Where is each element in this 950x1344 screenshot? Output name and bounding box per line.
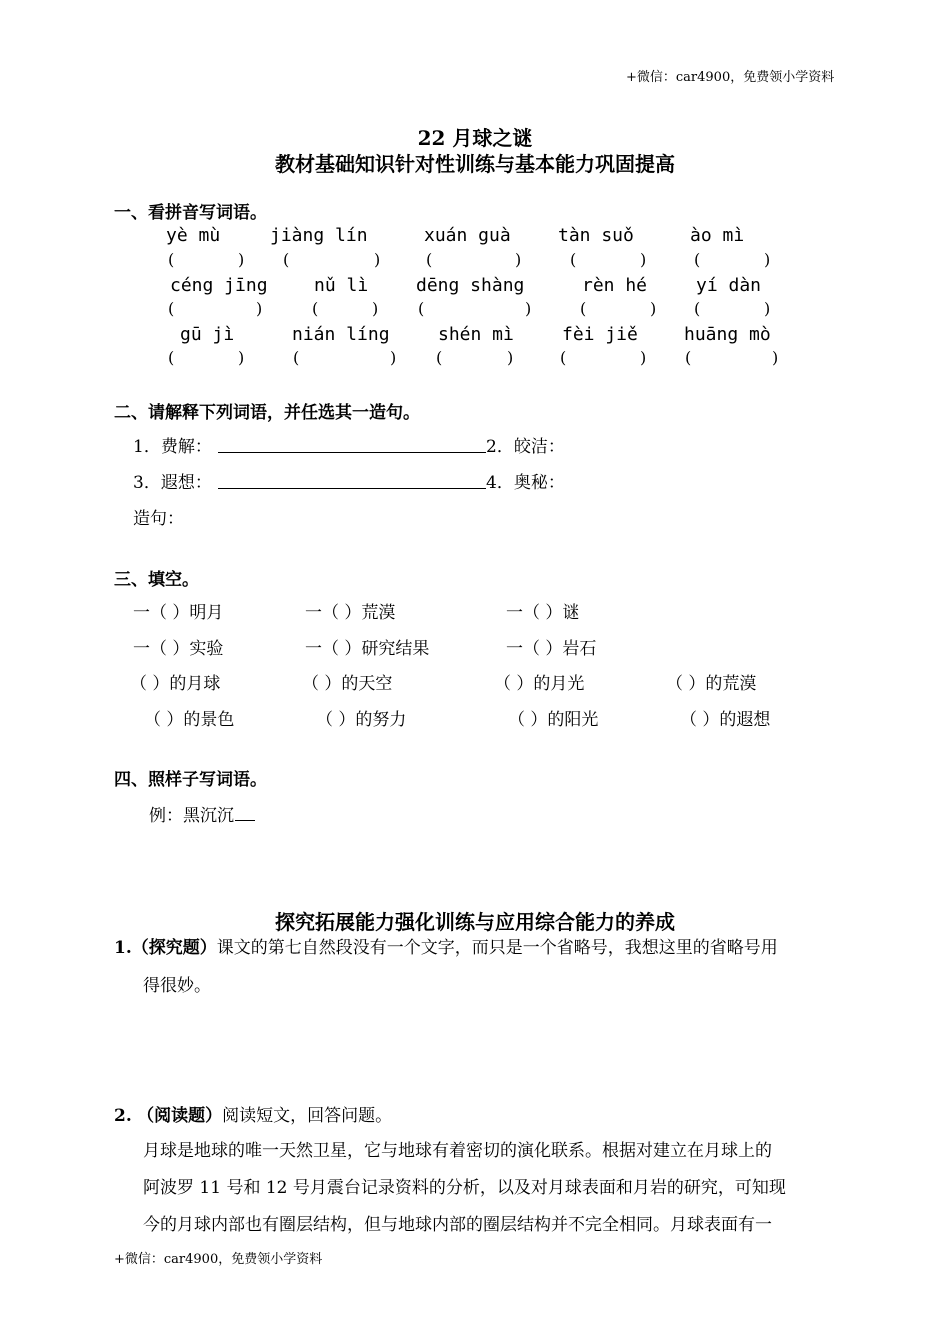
question-2 bbox=[114, 1101, 392, 1126]
section-2-heading: 二、请解释下列词语，并任选其一造句。 bbox=[114, 403, 420, 423]
passage-line: 阿波罗 11 号和 12 号月震台记录资料的分析，以及对月球表面和月岩的研究，可知现 bbox=[143, 1178, 786, 1198]
answer-paren-close: ) bbox=[764, 250, 771, 269]
lesson-title: 22 月球之谜 bbox=[417, 126, 533, 150]
answer-line[interactable] bbox=[218, 471, 486, 489]
fill-blank: （ ）的月光 bbox=[494, 674, 585, 694]
pinyin: yè mù bbox=[166, 225, 221, 246]
word-item-1: 1．费解： bbox=[133, 437, 212, 457]
answer-paren-close: ) bbox=[515, 250, 522, 269]
answer-paren-open: ( bbox=[580, 299, 587, 318]
answer-paren-close: ) bbox=[374, 250, 381, 269]
section-4-heading: 四、照样子写词语。 bbox=[114, 770, 267, 790]
section-1-heading: 一、看拼音写词语。 bbox=[114, 203, 267, 223]
answer-paren-close: ) bbox=[390, 348, 397, 367]
sentence-label: 造句： bbox=[133, 509, 184, 529]
pinyin: dēng shàng bbox=[416, 275, 525, 296]
fill-blank: （ ）的天空 bbox=[302, 674, 393, 694]
pinyin: tàn suǒ bbox=[558, 225, 634, 246]
pinyin: shén mì bbox=[438, 324, 514, 345]
footer-note: +微信：car4900，免费领小学资料 bbox=[114, 1252, 323, 1267]
answer-paren-open: ( bbox=[426, 250, 433, 269]
pinyin: céng jīng bbox=[170, 275, 268, 296]
fill-blank: 一（ ）研究结果 bbox=[305, 639, 430, 659]
example-text: 例：黑沉沉 bbox=[149, 806, 234, 826]
pinyin: yí dàn bbox=[696, 275, 762, 296]
answer-paren-close: ) bbox=[640, 348, 647, 367]
passage-line: 今的月球内部也有圈层结构，但与地球内部的圈层结构并不完全相同。月球表面有一 bbox=[143, 1215, 772, 1235]
answer-paren-open: ( bbox=[168, 250, 175, 269]
answer-paren-open: ( bbox=[694, 250, 701, 269]
word-item-2: 2．皎洁： bbox=[486, 437, 565, 457]
question-number: 1. bbox=[114, 938, 132, 958]
answer-paren-close: ) bbox=[372, 299, 379, 318]
passage-line: 月球是地球的唯一天然卫星，它与地球有着密切的演化联系。根据对建立在月球上的 bbox=[143, 1141, 772, 1161]
answer-paren-close: ) bbox=[525, 299, 532, 318]
answer-paren-open: ( bbox=[418, 299, 425, 318]
fill-blank: 一（ ）实验 bbox=[133, 639, 224, 659]
answer-paren-close: ) bbox=[238, 250, 245, 269]
question-1-cont: 得很妙。 bbox=[143, 976, 211, 996]
question-text: 课文的第七自然段没有一个文字，而只是一个省略号，我想这里的省略号用 bbox=[216, 938, 778, 958]
answer-paren-open: ( bbox=[560, 348, 567, 367]
question-1 bbox=[114, 933, 778, 958]
question-number: 2. bbox=[114, 1106, 132, 1126]
fill-blank: 一（ ）荒漠 bbox=[305, 603, 396, 623]
answer-paren-open: ( bbox=[312, 299, 319, 318]
header-note: +微信：car4900，免费领小学资料 bbox=[626, 70, 835, 85]
pinyin: ào mì bbox=[690, 225, 745, 246]
fill-blank: 一（ ）明月 bbox=[133, 603, 224, 623]
pinyin: jiàng lín bbox=[270, 225, 368, 246]
pinyin: rèn hé bbox=[582, 275, 648, 296]
pinyin: fèi jiě bbox=[562, 324, 638, 345]
fill-blank: （ ）的荒漠 bbox=[666, 674, 757, 694]
answer-paren-open: ( bbox=[685, 348, 692, 367]
example-label bbox=[149, 801, 255, 826]
fill-blank: 一（ ）岩石 bbox=[506, 639, 597, 659]
fill-blank: 一（ ）谜 bbox=[506, 603, 580, 623]
section-title-basic: 教材基础知识针对性训练与基本能力巩固提高 bbox=[275, 152, 675, 176]
example-blank[interactable] bbox=[235, 803, 255, 821]
answer-paren-open: ( bbox=[283, 250, 290, 269]
answer-paren-open: ( bbox=[168, 299, 175, 318]
pinyin: nǔ lì bbox=[314, 275, 369, 296]
fill-blank: （ ）的景色 bbox=[144, 710, 235, 730]
answer-line[interactable] bbox=[218, 435, 486, 453]
word-item-4: 4．奥秘： bbox=[486, 473, 565, 493]
question-text: 阅读短文，回答问题。 bbox=[222, 1106, 393, 1126]
answer-paren-open: ( bbox=[168, 348, 175, 367]
fill-blank: （ ）的遐想 bbox=[680, 710, 771, 730]
answer-paren-close: ) bbox=[238, 348, 245, 367]
question-tag: （阅读题） bbox=[137, 1106, 223, 1126]
section-3-heading: 三、填空。 bbox=[114, 570, 199, 590]
answer-paren-close: ) bbox=[640, 250, 647, 269]
word-item-3: 3．遐想： bbox=[133, 473, 212, 493]
answer-paren-open: ( bbox=[293, 348, 300, 367]
section-title-extended: 探究拓展能力强化训练与应用综合能力的养成 bbox=[275, 910, 675, 934]
pinyin: xuán guà bbox=[424, 225, 511, 246]
answer-paren-close: ) bbox=[507, 348, 514, 367]
pinyin: huāng mò bbox=[684, 324, 771, 345]
pinyin: gū jì bbox=[180, 324, 235, 345]
answer-paren-open: ( bbox=[570, 250, 577, 269]
answer-paren-close: ) bbox=[650, 299, 657, 318]
fill-blank: （ ）的努力 bbox=[316, 710, 407, 730]
answer-paren-open: ( bbox=[436, 348, 443, 367]
answer-paren-close: ) bbox=[256, 299, 263, 318]
answer-paren-close: ) bbox=[764, 299, 771, 318]
answer-paren-open: ( bbox=[694, 299, 701, 318]
question-tag: （探究题） bbox=[131, 938, 217, 958]
fill-blank: （ ）的月球 bbox=[130, 674, 221, 694]
answer-paren-close: ) bbox=[772, 348, 779, 367]
fill-blank: （ ）的阳光 bbox=[508, 710, 599, 730]
pinyin: nián líng bbox=[292, 324, 390, 345]
